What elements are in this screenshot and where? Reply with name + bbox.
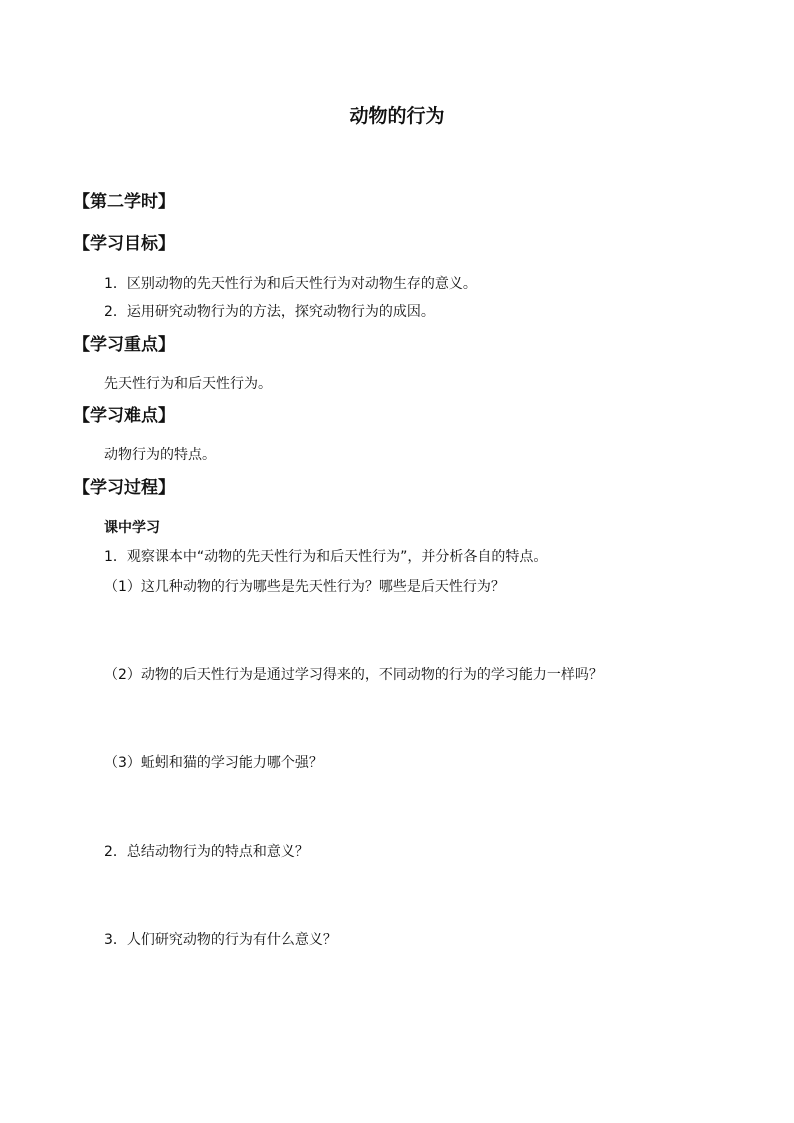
question-1: 1．观察课本中“动物的先天性行为和后天性行为”，并分析各自的特点。 bbox=[104, 549, 548, 565]
page-title: 动物的行为 bbox=[349, 105, 445, 127]
objective-item-1: 1．区别动物的先天性行为和后天性行为对动物生存的意义。 bbox=[104, 276, 477, 292]
key-points-text: 先天性行为和后天性行为。 bbox=[104, 376, 272, 392]
process-heading: 【学习过程】 bbox=[73, 478, 175, 498]
question-1-3: （3）蚯蚓和猫的学习能力哪个强？ bbox=[104, 755, 323, 771]
question-1-2: （2）动物的后天性行为是通过学习得来的，不同动物的行为的学习能力一样吗？ bbox=[104, 667, 603, 683]
question-2: 2．总结动物行为的特点和意义？ bbox=[104, 844, 309, 860]
lesson-heading: 【第二学时】 bbox=[73, 192, 175, 212]
question-1-1: （1）这几种动物的行为哪些是先天性行为？哪些是后天性行为？ bbox=[104, 579, 505, 595]
difficulties-heading: 【学习难点】 bbox=[73, 406, 175, 426]
question-3: 3．人们研究动物的行为有什么意义？ bbox=[104, 932, 337, 948]
key-points-heading: 【学习重点】 bbox=[73, 335, 175, 355]
difficulties-text: 动物行为的特点。 bbox=[104, 447, 216, 463]
objectives-heading: 【学习目标】 bbox=[73, 234, 175, 254]
process-subheading: 课中学习 bbox=[104, 520, 160, 536]
objective-item-2: 2．运用研究动物行为的方法，探究动物行为的成因。 bbox=[104, 304, 435, 320]
